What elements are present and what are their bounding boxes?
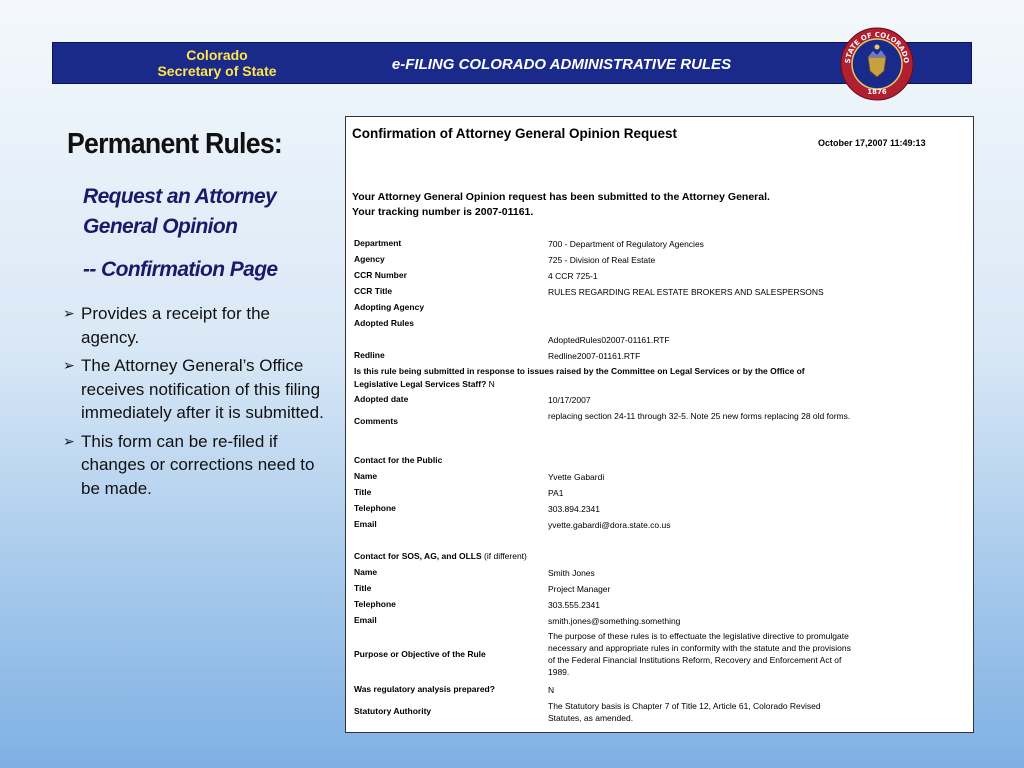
section-heading-note: (if different) [484, 551, 527, 561]
field-value: replacing section 24-11 through 32-5. Note 25 new forms replacing 28 old forms. [548, 411, 851, 421]
field-label: Adopting Agency [354, 302, 425, 312]
field-label: CCR Number [354, 270, 407, 280]
field-value: 303.555.2341 [548, 600, 600, 610]
field-label: Name [354, 471, 378, 481]
field-label: Agency [354, 254, 385, 264]
arrow-bullet-icon: ➢ [63, 357, 75, 373]
field-label: Comments [354, 416, 398, 426]
secretary-of-state-logo[interactable] [117, 47, 317, 79]
field-label: Department [354, 238, 402, 248]
field-value: 303.894.2341 [548, 504, 600, 514]
bullet-item [63, 354, 325, 425]
field-label: CCR Title [354, 286, 393, 296]
section-subtitle-2: -- Confirmation Page [83, 258, 278, 281]
field-value: 4 CCR 725-1 [548, 271, 598, 281]
field-value: 700 - Department of Regulatory Agencies [548, 239, 704, 249]
field-label: Email [354, 615, 377, 625]
sos-line-2: Secretary of State [157, 63, 277, 79]
field-value: yvette.gabardi@dora.state.co.us [548, 520, 671, 530]
field-label [354, 365, 844, 391]
field-value: Smith Jones [548, 568, 595, 578]
field-value: N [548, 685, 555, 695]
slide-text-panel [53, 118, 329, 542]
arrow-bullet-icon: ➢ [63, 305, 75, 321]
field-value: 10/17/2007 [548, 395, 591, 405]
tracking-number-line: Your tracking number is 2007-01161. [352, 206, 534, 218]
field-value: RULES REGARDING REAL ESTATE BROKERS AND SALESPERSONS [548, 287, 824, 297]
document-timestamp: October 17,2007 11:49:13 [818, 138, 926, 148]
bullet-text: Provides a receipt for the agency. [81, 304, 270, 347]
confirmation-message [352, 190, 770, 220]
bullet-item [63, 302, 325, 349]
field-label: Was regulatory analysis prepared? [354, 684, 495, 694]
seal-top-text: STATE OF COLORADO [843, 30, 911, 64]
bullet-text: The Attorney General’s Office receives notification of this filing immediately after it is submitted. [81, 356, 324, 422]
field-label: Redline [354, 350, 385, 360]
field-label: Telephone [354, 503, 396, 513]
field-value: Project Manager [548, 584, 611, 594]
bullet-list [63, 302, 325, 505]
field-label: Purpose or Objective of the Rule [354, 649, 486, 659]
sos-line-1: Colorado [186, 47, 248, 63]
field-label: Adopted Rules [354, 318, 414, 328]
field-value: smith.jones@something.something [548, 616, 681, 626]
section-heading [354, 551, 527, 561]
field-label: Email [354, 519, 377, 529]
arrow-bullet-icon: ➢ [63, 432, 75, 449]
field-value: The Statutory basis is Chapter 7 of Title 12, Article 61, Colorado Revised Statutes, as amended. [548, 701, 821, 723]
response-answer: N [488, 379, 495, 389]
header-banner [52, 42, 972, 84]
bullet-text: This form can be re-filed if changes or corrections need to be made. [81, 431, 315, 498]
colorado-state-seal-icon [840, 27, 914, 101]
field-value: 725 - Division of Real Estate [548, 255, 656, 265]
field-value: The purpose of these rules is to effectuate the legislative directive to promulgate necessary and appropriate rules in conformity with the statute and the provisions of the Federal Financial Institutions Reform, Recovery and Enforcement Act of 1989. [548, 631, 851, 677]
field-label: Statutory Authority [354, 706, 432, 716]
section-subtitle: Request an Attorney General Opinion [83, 185, 277, 238]
confirmation-document [345, 116, 974, 733]
section-heading-text: Contact for SOS, AG, and OLLS [354, 551, 482, 561]
confirmation-line-1: Your Attorney General Opinion request has been submitted to the Attorney General. [352, 191, 770, 203]
field-value: PA1 [548, 488, 564, 498]
field-label: Title [354, 487, 372, 497]
field-value: Yvette Gabardi [548, 472, 605, 482]
section-title: Permanent Rules: [67, 128, 283, 160]
field-label: Title [354, 583, 372, 593]
document-title: Confirmation of Attorney General Opinion Request [352, 126, 678, 141]
page-title: e-FILING COLORADO ADMINISTRATIVE RULES [391, 56, 732, 73]
response-question-text: Is this rule being submitted in response to issues raised by the Committee on Legal Services or by the Office of Legislative Legal Services Staff? [354, 366, 805, 389]
seal-year: 1876 [867, 88, 887, 96]
field-label: Name [354, 567, 378, 577]
adopted-rules-file-link[interactable]: AdoptedRules02007-01161.RTF [548, 335, 670, 345]
field-label: Telephone [354, 599, 396, 609]
redline-file-link[interactable]: Redline2007-01161.RTF [548, 351, 641, 361]
field-label: Adopted date [354, 394, 409, 404]
bullet-item [63, 430, 325, 501]
section-heading: Contact for the Public [354, 455, 443, 465]
